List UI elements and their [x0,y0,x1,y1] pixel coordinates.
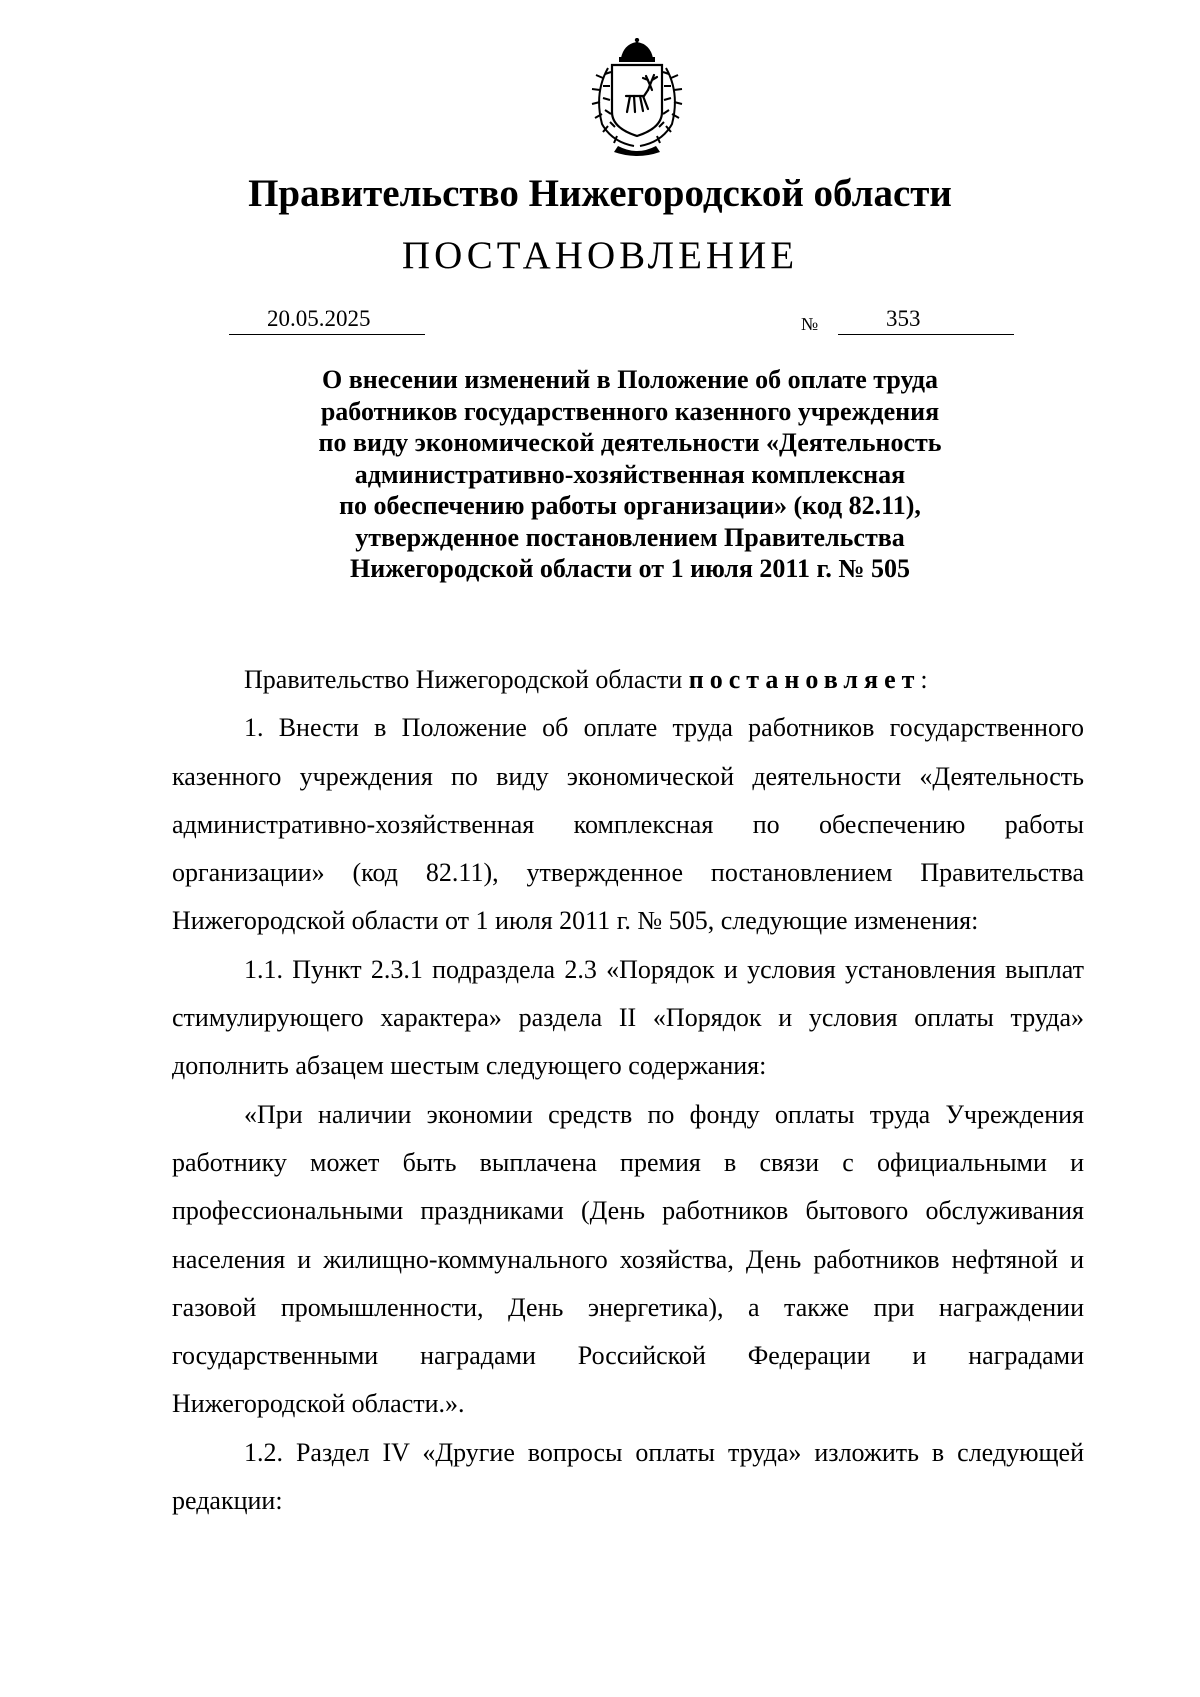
subject-line: О внесении изменений в Положение об оплате труда [321,365,939,394]
paragraph-1-1: 1.1. Пункт 2.3.1 подраздела 2.3 «Порядок и условия установления выплат стимулирующего характера» раздела II «Порядок и условия оплаты труда» дополнить абзацем шестым следующего содержания: [172,954,1084,1081]
preamble-text: Правительство Нижегородской области [244,665,683,694]
preamble-end: : [920,665,928,694]
subject-line: административно-хозяйственная комплексная [354,459,906,489]
paragraph-quote: «При наличии экономии средств по фонду оплаты труда Учреждения работнику может быть выплачена премия в связи с официальными и профессиональными праздниками (День работников бытового обслуживания населения и жилищно-коммунального хозяйства, День работников нефтяной и газовой промышленности, День энергетика), а также при награждении государственными наградами Российской Федерации и наградами Нижегородской области.». [172,1099,1084,1419]
subject-line: по обеспечению работы организации» (код 82.11), [339,491,921,520]
paragraph-1: 1. Внести в Положение об оплате труда работников государственного казенного учреждения по виду экономической деятельности «Деятельность административно-хозяйственная комплексная по обеспечению работы организации» (код 82.11), утвержденное постановлением Правительства Нижегородской области от 1 июля 2011 г. № 505, следующие изменения: [172,713,1084,936]
paragraph-1-2: 1.2. Раздел IV «Другие вопросы оплаты труда» изложить в следующей редакции: [172,1437,1084,1516]
document-number: 353 [886,306,921,331]
preamble-verb: постановляет [688,665,921,694]
document-subject [200,364,1060,585]
subject-line: по виду экономической деятельности «Деятельность [318,428,942,457]
document-type: ПОСТАНОВЛЕНИЕ [401,234,799,277]
date-field [229,304,425,335]
coat-of-arms-icon [572,38,702,158]
number-sign: № [801,314,819,334]
subject-line: Нижегородской области от 1 июля 2011 г. № 505 [349,554,910,583]
document-date: 20.05.2025 [267,306,371,331]
document-body [172,656,1084,1525]
preamble [172,656,1084,704]
subject-line: работников государственного казенного учреждения [320,396,940,426]
subject-line: утвержденное постановлением Правительства [355,522,905,552]
number-field [838,304,1014,335]
government-title: Правительство Нижегородской области [248,172,952,215]
